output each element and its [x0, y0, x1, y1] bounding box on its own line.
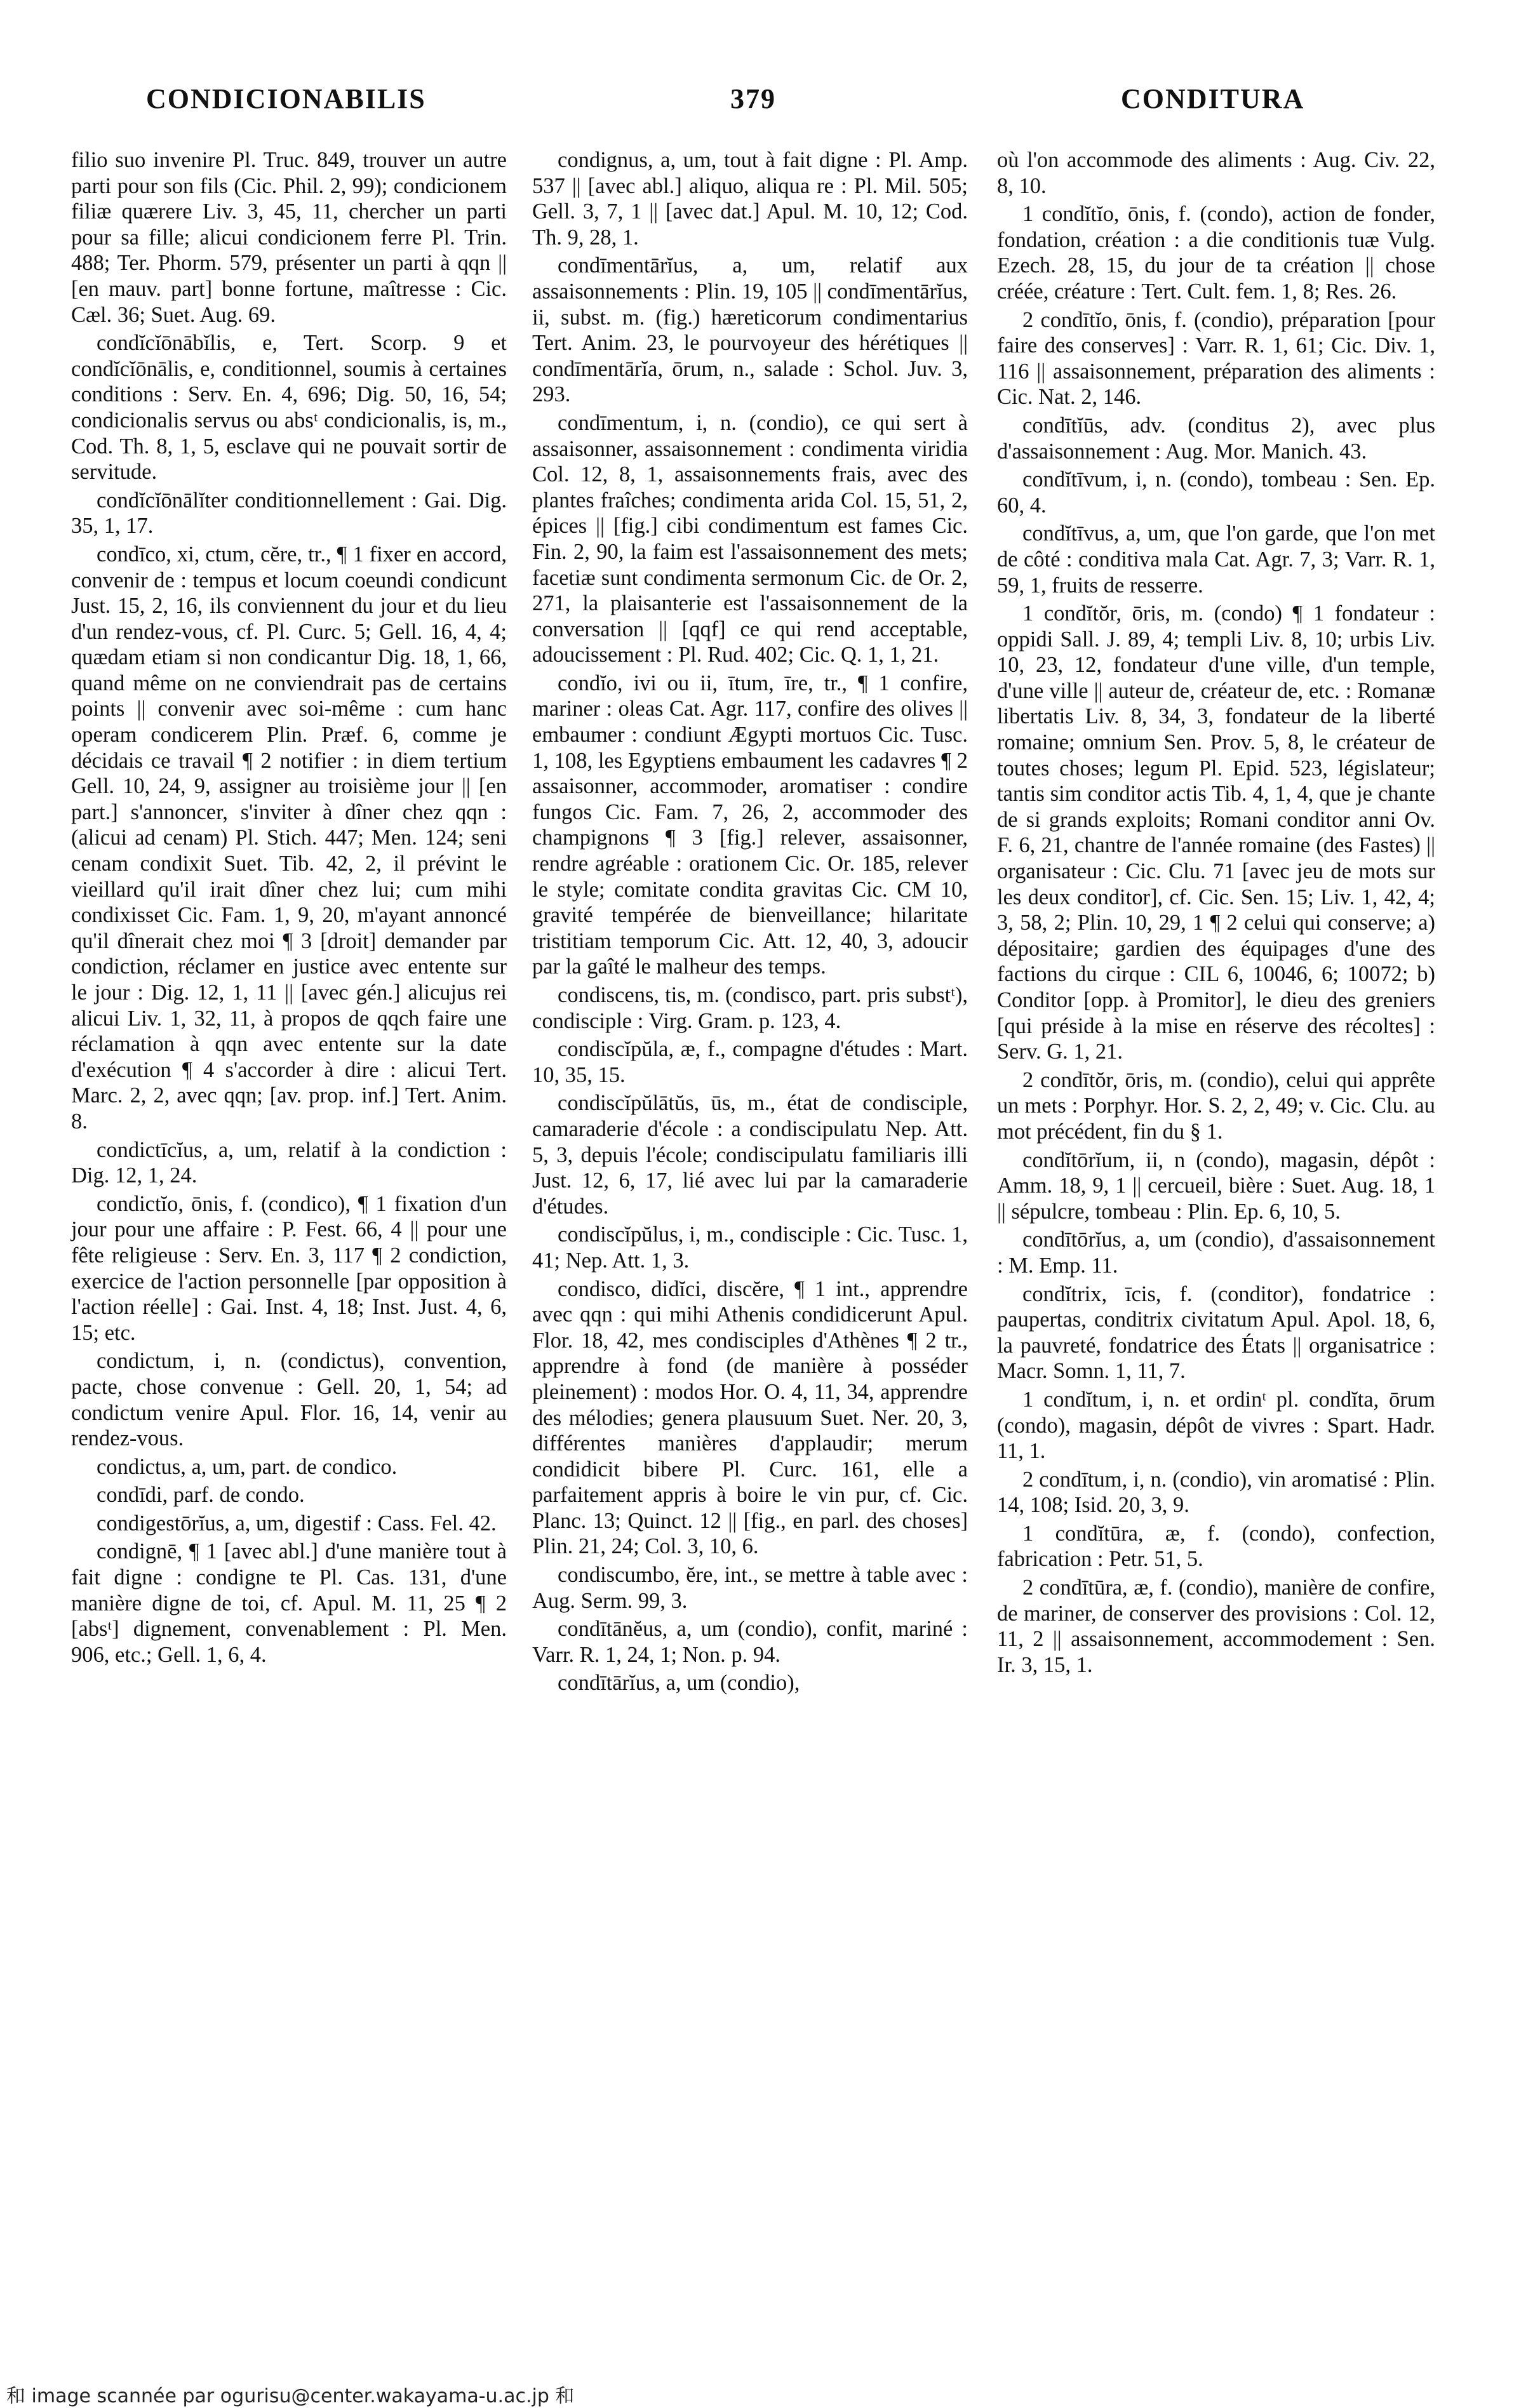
dictionary-entry: condignē, ¶ 1 [avec abl.] d'une manière tout à fait digne : condigne te Pl. Cas. 131, d'une manière digne de toi, cf. Apul. M. 11, 25 ¶ 2 [absᵗ] dignement, convenablement : Pl. Men. 906, etc.; Gell. 1, 6, 4. — [71, 1539, 507, 1667]
dictionary-entry: condictum, i, n. (condictus), convention, pacte, chose convenue : Gell. 20, 1, 54; ad condictum venire Apul. Flor. 16, 14, venir au rendez-vous. — [71, 1349, 507, 1451]
dictionary-entry: condĭcĭōnābĭlis, e, Tert. Scorp. 9 et condĭcĭōnālis, e, conditionnel, soumis à certaines conditions : Serv. En. 4, 696; Dig. 50, 16, 54; condicionalis servus ou absᵗ condicionalis, is, m., Cod. Th. 8, 1, 5, esclave qui ne pouvait sortir de servitude. — [71, 331, 507, 485]
column-3 — [997, 147, 1435, 1680]
dictionary-entry: condiscĭpŭlus, i, m., condisciple : Cic. Tusc. 1, 41; Nep. Att. 1, 3. — [532, 1222, 968, 1273]
dictionary-entry: 1 condĭtĭo, ōnis, f. (condo), action de fonder, fondation, création : a die conditionis tuæ Vulg. Ezech. 28, 15, du jour de ta création || chose créée, créature : Tert. Cult. fem. 1, 8; Res. 26. — [997, 202, 1435, 304]
dictionary-entry: où l'on accommode des aliments : Aug. Civ. 22, 8, 10. — [997, 148, 1435, 198]
dictionary-entry: condĭtrix, īcis, f. (conditor), fondatrice : paupertas, conditrix civitatum Apul. Apol. 18, 6, la pauvreté, fondatrice des États || organisatrice : Macr. Somn. 1, 11, 7. — [997, 1281, 1435, 1384]
column-2 — [532, 147, 968, 1699]
dictionary-entry: condītārĭus, a, um (condio), — [558, 1671, 800, 1696]
dictionary-entry: filio suo invenire Pl. Truc. 849, trouver un autre parti pour son fils (Cic. Phil. 2, 99); condicionem filiæ quærere Liv. 3, 45, 11, chercher un parti pour sa fille; alicui condicionem ferre Pl. Trin. 488; Ter. Phorm. 579, présenter un parti à qqn || [en mauv. part] bonne fortune, maîtresse : Cic. Cæl. 36; Suet. Aug. 69. — [71, 148, 507, 327]
dictionary-entry: condĭcĭōnālĭter conditionnellement : Gai. Dig. 35, 1, 17. — [71, 488, 507, 538]
running-header-right: CONDITURA — [1121, 83, 1305, 114]
dictionary-entry: 2 condītūra, æ, f. (condio), manière de confire, de mariner, de conserver des provisions : Col. 12, 11, 2 || assaisonnement, accommodement : Sen. Ir. 3, 15, 1. — [997, 1575, 1435, 1677]
dictionary-entry: condīco, xi, ctum, cĕre, tr., ¶ 1 fixer en accord, convenir de : tempus et locum coeundi condicunt Just. 15, 2, 16, ils conviennent du jour et du lieu d'un rendez-vous, cf. Pl. Curc. 5; Gell. 16, 4, 4; quædam etiam si non condicantur Dig. 18, 1, 66, quand même on ne conviendrait pas de certains points || convenir avec soi-même : cum hanc operam condicerem Plin. Præf. 6, comme je décidais ce travail ¶ 2 notifier : in diem tertium Gell. 10, 24, 9, assigner au troisième jour || [en part.] s'annoncer, s'inviter à dîner chez qqn : (alicui ad cenam) Pl. Stich. 447; Men. 124; seni cenam condixit Suet. Tib. 42, 2, il prévint le vieillard qu'il irait dîner chez lui; cum mihi condixisset Cic. Fam. 1, 9, 20, m'ayant annoncé qu'il dînerait chez moi ¶ 3 [droit] demander par condiction, réclamer en justice avec entente sur le jour : Dig. 12, 1, 11 || [avec gén.] alicujus rei alicui Liv. 1, 32, 11, à propos de qqch faire une réclamation à qqn avec entente sur la date d'exécution ¶ 4 s'accorder à dire : alicui Tert. Marc. 2, 2, avec qqn; [av. prop. inf.] Tert. Anim. 8. — [71, 542, 507, 1134]
dictionary-entry: 1 condĭtūra, æ, f. (condo), confection, fabrication : Petr. 51, 5. — [997, 1521, 1435, 1572]
dictionary-entry: condictīcĭus, a, um, relatif à la condiction : Dig. 12, 1, 24. — [71, 1137, 507, 1188]
dictionary-entry: condigestōrĭus, a, um, digestif : Cass. Fel. 42. — [97, 1511, 497, 1535]
dictionary-entry: condiscumbo, ĕre, int., se mettre à table avec : Aug. Serm. 99, 3. — [532, 1563, 968, 1613]
dictionary-entry: condiscens, tis, m. (condisco, part. pris substᵗ), condisciple : Virg. Gram. p. 123, 4. — [532, 983, 968, 1033]
dictionary-entry: condĭtīvus, a, um, que l'on garde, que l'on met de côté : conditiva mala Cat. Agr. 7, 3; Varr. R. 1, 59, 1, fruits de resserre. — [997, 521, 1435, 598]
dictionary-entry: 2 condītĭo, ōnis, f. (condio), préparation [pour faire des conserves] : Varr. R. 1, 61; Cic. Div. 1, 116 || assaisonnement, préparation des aliments : Cic. Nat. 2, 146. — [997, 307, 1435, 410]
dictionary-entry: 1 condĭtŏr, ōris, m. (condo) ¶ 1 fondateur : oppidi Sall. J. 89, 4; templi Liv. 8, 10; urbis Liv. 10, 23, 12, fondateur d'une ville, d'un temple, d'une ville || auteur de, créateur de, etc. : Romanæ libertatis Liv. 8, 34, 3, fondateur de la liberté romaine; omnium Sen. Prov. 5, 8, le créateur de toutes choses; legum Pl. Epid. 523, législateur; tantis sim conditor actis Tib. 4, 1, 4, que je chante de si grands exploits; Romani conditor anni Ov. F. 6, 21, chantre de l'année romaine (des Fastes) || organisateur : Cic. Clu. 71 [avec jeu de mots sur les deux conditor], cf. Cic. Sen. 15; Liv. 1, 42, 4; 3, 58, 2; Plin. 10, 29, 1 ¶ 2 celui qui conserve; a) dépositaire; gardien des équipages d'une des factions du cirque : CIL 6, 10046, 6; 10072; b) Conditor [opp. à Promitor], le dieu des greniers [qui préside à la mise en réserve des récoltes] : Serv. G. 1, 21. — [997, 601, 1435, 1064]
dictionary-entry: 2 condītum, i, n. (condio), vin aromatisé : Plin. 14, 108; Isid. 20, 3, 9. — [997, 1467, 1435, 1518]
dictionary-entry: condisco, didĭci, discĕre, ¶ 1 int., apprendre avec qqn : qui mihi Athenis condidicerunt Apul. Flor. 18, 42, mes condisciples d'Athènes ¶ 2 tr., apprendre à fond (de manière à posséder pleinement) : modos Hor. O. 4, 11, 34, apprendre des mélodies; genera plausuum Suet. Ner. 20, 3, différentes manières d'applaudir; merum condidicit bibere Pl. Curc. 161, elle a parfaitement appris à boire le vin pur, cf. Cic. Planc. 13; Quinct. 12 || [fig., en parl. des choses] Plin. 21, 24; Col. 3, 10, 6. — [532, 1276, 968, 1559]
dictionary-entry: condītānĕus, a, um (condio), confit, mariné : Varr. R. 1, 24, 1; Non. p. 94. — [532, 1617, 968, 1667]
dictionary-entry: 1 condĭtum, i, n. et ordinᵗ pl. condĭta, ōrum (condo), magasin, dépôt de vivres : Spart. Hadr. 11, 1. — [997, 1387, 1435, 1464]
dictionary-entry: condiscĭpŭlātŭs, ūs, m., état de condisciple, camaraderie d'école : a condiscipulatu Nep. Att. 5, 3, depuis l'école; condiscipulatu familiaris illi Just. 12, 6, 17, lié avec lui par la camaraderie d'études. — [532, 1091, 968, 1219]
dictionary-entry: condīdi, parf. de condo. — [97, 1483, 305, 1508]
dictionary-entry: condictus, a, um, part. de condico. — [97, 1454, 398, 1479]
page-number: 379 — [730, 83, 776, 114]
dictionary-entry: condignus, a, um, tout à fait digne : Pl. Amp. 537 || [avec abl.] aliquo, aliqua re : Pl. Mil. 505; Gell. 3, 7, 1 || [avec dat.] Apul. M. 10, 12; Cod. Th. 9, 28, 1. — [532, 148, 968, 250]
running-header-left: CONDICIONABILIS — [146, 83, 426, 114]
dictionary-entry: condiscĭpŭla, æ, f., compagne d'études : Mart. 10, 35, 15. — [532, 1037, 968, 1087]
column-1 — [71, 147, 507, 1670]
dictionary-entry: condītōrĭus, a, um (condio), d'assaisonnement : M. Emp. 11. — [997, 1227, 1435, 1278]
dictionary-entry: condĭtīvum, i, n. (condo), tombeau : Sen. Ep. 60, 4. — [997, 467, 1435, 518]
dictionary-entry: condīmentārĭus, a, um, relatif aux assaisonnements : Plin. 19, 105 || condīmentārĭus, ii, subst. m. (fig.) hæreticorum condimentarius Tert. Anim. 23, le pourvoyeur des hérétiques || condīmentārĭa, ōrum, n., salade : Schol. Juv. 3, 293. — [532, 253, 968, 407]
dictionary-entry: condĭtōrĭum, ii, n (condo), magasin, dépôt : Amm. 18, 9, 1 || cercueil, bière : Suet. Aug. 18, 1 || sépulcre, tombeau : Plin. Ep. 6, 10, 5. — [997, 1147, 1435, 1224]
scan-credit-footer: 和 image scannée par ogurisu@center.wakayama-u.ac.jp 和 — [6, 2385, 575, 2407]
dictionary-entry: condictĭo, ōnis, f. (condico), ¶ 1 fixation d'un jour pour une affaire : P. Fest. 66, 4 || pour une fête religieuse : Serv. En. 3, 117 ¶ 2 condiction, exercice de l'action personnelle [par opposition à l'action réelle] : Gai. Inst. 4, 18; Inst. Just. 4, 6, 15; etc. — [71, 1191, 507, 1345]
dictionary-entry: condīmentum, i, n. (condio), ce qui sert à assaisonner, assaisonnement : condimenta viridia Col. 12, 8, 1, assaisonnements frais, avec des plantes fraîches; condimenta arida Col. 15, 51, 2, épices || [fig.] cibi condimentum est fames Cic. Fin. 2, 90, la faim est l'assaisonnement des mets; facetiæ sunt condimenta sermonum Cic. de Or. 2, 271, la plaisanterie est l'assaisonnement de la conversation || [qqf] ce qui rend acceptable, adoucissement : Pl. Rud. 402; Cic. Q. 1, 1, 21. — [532, 410, 968, 667]
dictionary-entry: condĭo, ivi ou ii, ītum, īre, tr., ¶ 1 confire, mariner : oleas Cat. Agr. 117, confire des olives || embaumer : condiunt Ægypti mortuos Cic. Tusc. 1, 108, les Egyptiens embaument les cadavres ¶ 2 assaisonner, accommoder, aromatiser : condire fungos Cic. Fam. 7, 26, 2, accommoder des champignons ¶ 3 [fig.] relever, assaisonner, rendre agréable : orationem Cic. Or. 185, relever le style; comitate condita gravitas Cic. CM 10, gravité tempérée de bienveillance; hilaritate tristitiam temporum Cic. Att. 12, 40, 3, adoucir par la gaîté le malheur des temps. — [532, 671, 968, 979]
dictionary-entry: 2 condītŏr, ōris, m. (condio), celui qui apprête un mets : Porphyr. Hor. S. 2, 2, 49; v. Cic. Clu. au mot précédent, fin du § 1. — [997, 1067, 1435, 1144]
dictionary-entry: condītĭūs, adv. (conditus 2), avec plus d'assaisonnement : Aug. Mor. Manich. 43. — [997, 413, 1435, 464]
